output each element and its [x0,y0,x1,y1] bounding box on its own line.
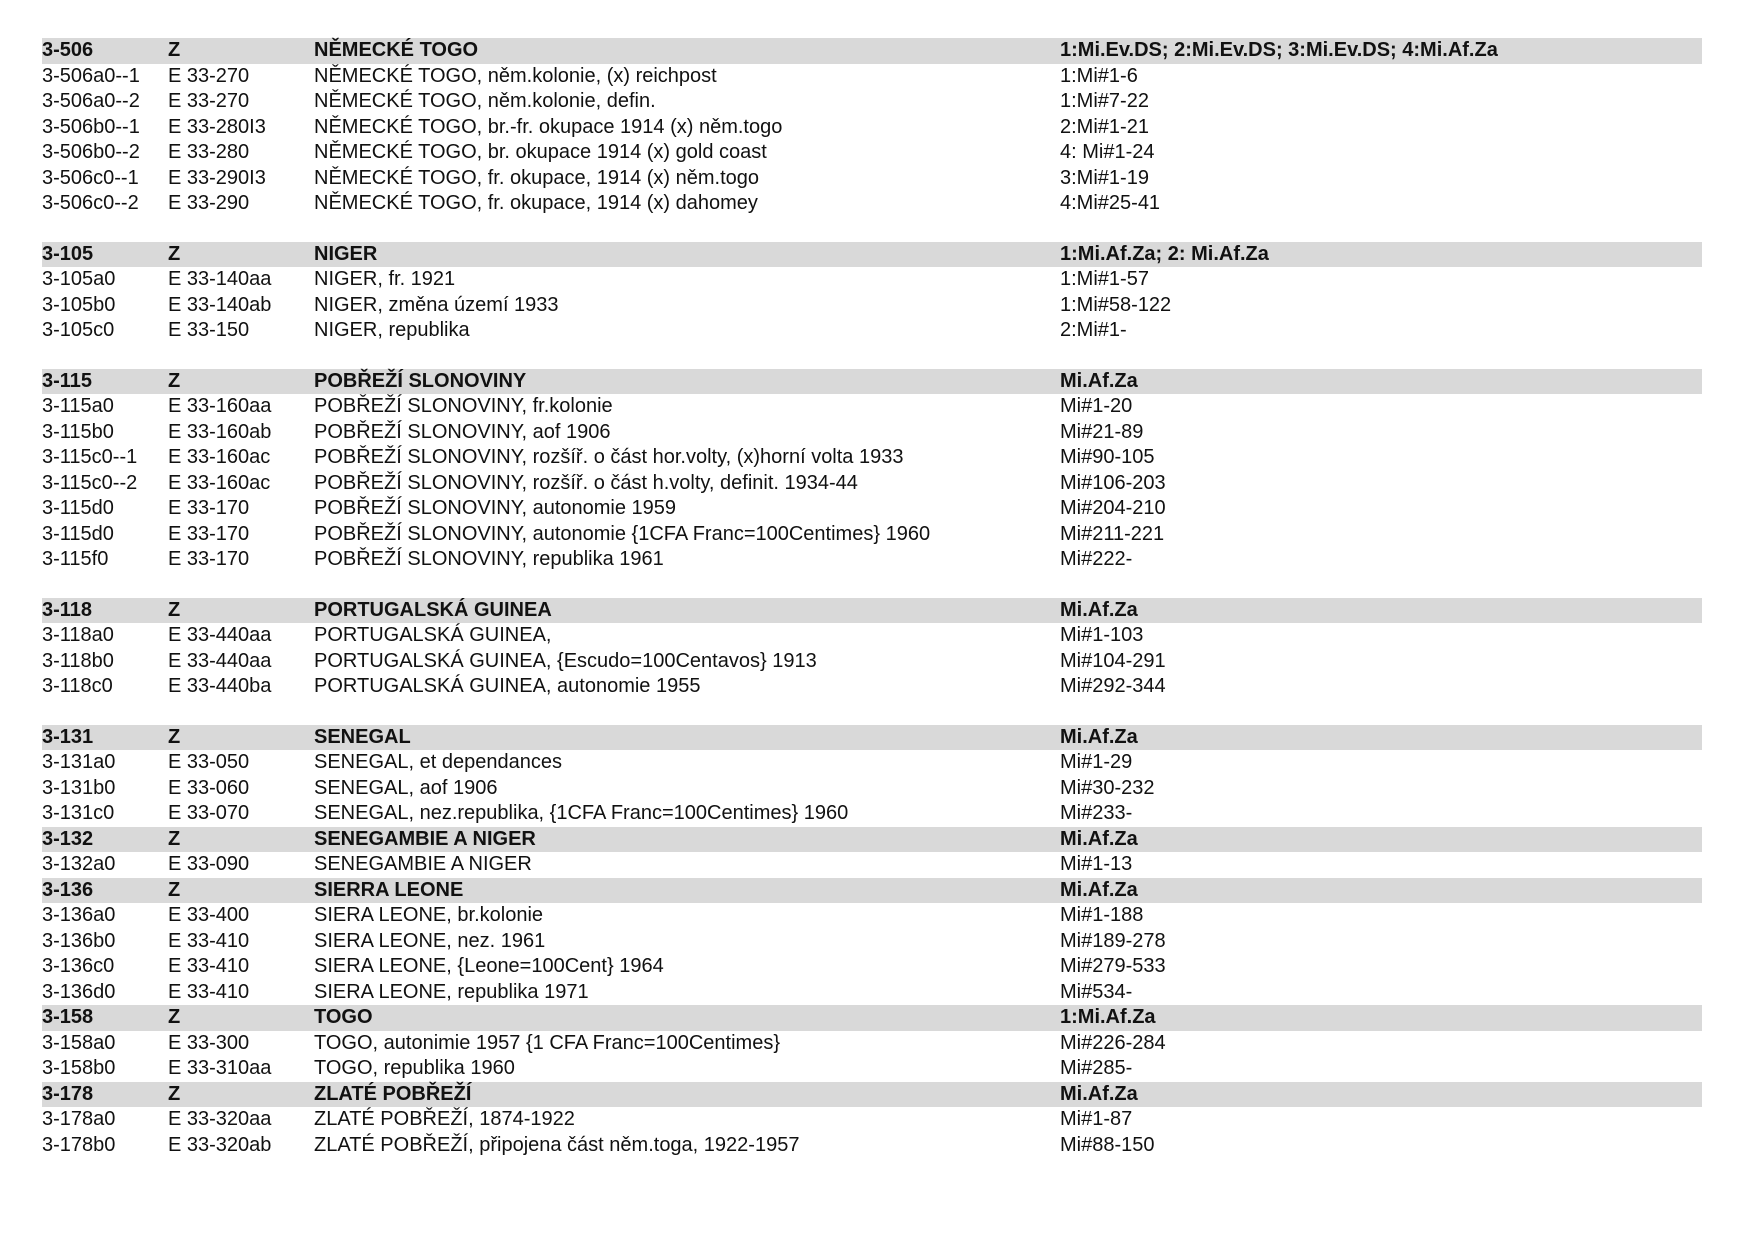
ref-cell: E 33-170 [168,497,250,519]
description-cell: SIERA LEONE, {Leone=100Cent} 1964 [314,955,664,977]
description-cell: POBŘEŽÍ SLONOVINY [314,369,527,392]
description-cell: POBŘEŽÍ SLONOVINY, fr.kolonie [314,395,613,417]
group-header-row [42,242,1702,268]
description-cell: SENEGAMBIE A NIGER [314,827,536,850]
table-row [42,954,1702,980]
group-spacer [42,217,1702,242]
table-row [42,903,1702,929]
catalog-cell: Mi.Af.Za [1060,827,1138,850]
catalog-sheet [42,38,1702,1158]
ref-cell: E 33-310aa [168,1057,272,1079]
catalog-cell: 1:Mi.Ev.DS; 2:Mi.Ev.DS; 3:Mi.Ev.DS; 4:Mi.Af.Za [1060,39,1498,61]
catalog-cell: 1:Mi.Af.Za [1060,1006,1156,1028]
code-cell: 3-132a0 [42,853,116,875]
code-cell: 3-105b0 [42,293,116,316]
description-cell: SENEGAL, nez.republika, {1CFA Franc=100Centimes} 1960 [314,802,849,824]
group-header-row [42,827,1702,853]
catalog-cell: Mi#204-210 [1060,497,1166,519]
table-row [42,420,1702,446]
ref-cell: E 33-280I3 [168,115,266,138]
ref-cell: E 33-090 [168,853,250,875]
description-cell: NIGER [314,242,378,265]
catalog-cell: Mi#1-29 [1060,751,1133,773]
description-cell: TOGO [314,1006,373,1028]
catalog-cell: Mi.Af.Za [1060,1082,1138,1105]
ref-cell: E 33-320ab [168,1133,272,1156]
catalog-cell: Mi#21-89 [1060,420,1144,443]
ref-cell: Z [168,39,181,61]
description-cell: NIGER, změna území 1933 [314,293,559,316]
description-cell: NĚMECKÉ TOGO, fr. okupace, 1914 (x) dahomey [314,192,758,214]
table-row [42,267,1702,293]
code-cell: 3-115a0 [42,395,114,417]
code-cell: 3-506a0--2 [42,90,140,112]
description-cell: ZLATÉ POBŘEŽÍ [314,1082,472,1105]
table-row [42,1133,1702,1159]
catalog-cell: Mi.Af.Za [1060,725,1138,748]
code-cell: 3-118b0 [42,649,114,672]
ref-cell: E 33-060 [168,776,250,799]
code-cell: 3-131c0 [42,802,115,824]
description-cell: NĚMECKÉ TOGO, br. okupace 1914 (x) gold coast [314,141,767,163]
ref-cell: E 33-410 [168,929,250,952]
table-row [42,852,1702,878]
group-spacer [42,700,1702,725]
code-cell: 3-158a0 [42,1031,116,1054]
code-cell: 3-115d0 [42,522,114,545]
ref-cell: E 33-170 [168,548,250,570]
ref-cell: E 33-290 [168,192,250,214]
description-cell: SENEGAL, et dependances [314,751,562,773]
ref-cell: E 33-140ab [168,293,272,316]
catalog-cell: Mi#90-105 [1060,446,1155,468]
description-cell: POBŘEŽÍ SLONOVINY, republika 1961 [314,548,664,570]
description-cell: SIERA LEONE, br.kolonie [314,904,544,926]
description-cell: NĚMECKÉ TOGO, něm.kolonie, defin. [314,90,656,112]
description-cell: PORTUGALSKÁ GUINEA, {Escudo=100Centavos} 1913 [314,649,817,672]
description-cell: NIGER, fr. 1921 [314,268,456,290]
catalog-cell: Mi.Af.Za [1060,369,1138,392]
table-row [42,674,1702,700]
table-row [42,394,1702,420]
ref-cell: Z [168,725,181,748]
catalog-cell: Mi#285- [1060,1057,1133,1079]
catalog-cell: 4:Mi#25-41 [1060,192,1161,214]
ref-cell: E 33-150 [168,319,250,341]
ref-cell: E 33-320aa [168,1108,272,1130]
ref-cell: E 33-170 [168,522,250,545]
ref-cell: Z [168,1006,181,1028]
description-cell: NĚMECKÉ TOGO, něm.kolonie, (x) reichpost [314,64,717,87]
ref-cell: E 33-160ab [168,420,272,443]
table-row [42,547,1702,573]
table-row [42,115,1702,141]
code-cell: 3-118 [42,598,93,621]
ref-cell: E 33-270 [168,64,250,87]
code-cell: 3-178a0 [42,1108,116,1130]
table-row [42,166,1702,192]
code-cell: 3-105c0 [42,319,115,341]
code-cell: 3-118a0 [42,624,114,646]
description-cell: POBŘEŽÍ SLONOVINY, rozšíř. o část h.volty, definit. 1934-44 [314,471,858,494]
table-row [42,980,1702,1006]
code-cell: 3-115b0 [42,420,114,443]
catalog-cell: 1:Mi#58-122 [1060,293,1172,316]
description-cell: POBŘEŽÍ SLONOVINY, autonomie {1CFA Franc=100Centimes} 1960 [314,522,931,545]
table-row [42,623,1702,649]
code-cell: 3-132 [42,827,94,850]
ref-cell: Z [168,369,181,392]
code-cell: 3-178 [42,1082,94,1105]
code-cell: 3-115f0 [42,548,109,570]
description-cell: ZLATÉ POBŘEŽÍ, připojena část něm.toga, 1922-1957 [314,1133,800,1156]
table-row [42,471,1702,497]
catalog-cell: Mi#1-13 [1060,853,1133,875]
ref-cell: E 33-290I3 [168,166,266,189]
ref-cell: E 33-160ac [168,471,271,494]
table-row [42,1107,1702,1133]
table-row [42,140,1702,166]
description-cell: NĚMECKÉ TOGO [314,39,479,61]
description-cell: POBŘEŽÍ SLONOVINY, aof 1906 [314,420,611,443]
description-cell: NĚMECKÉ TOGO, br.-fr. okupace 1914 (x) něm.togo [314,115,783,138]
description-cell: POBŘEŽÍ SLONOVINY, autonomie 1959 [314,497,677,519]
ref-cell: E 33-400 [168,904,250,926]
ref-cell: E 33-070 [168,802,250,824]
ref-cell: Z [168,598,181,621]
ref-cell: Z [168,242,181,265]
group-header-row [42,598,1702,624]
description-cell: PORTUGALSKÁ GUINEA, autonomie 1955 [314,675,701,697]
catalog-cell: Mi#211-221 [1060,522,1165,545]
code-cell: 3-158 [42,1006,94,1028]
catalog-cell: Mi#189-278 [1060,929,1166,952]
table-row [42,750,1702,776]
catalog-cell: Mi#226-284 [1060,1031,1166,1054]
ref-cell: E 33-280 [168,141,250,163]
catalog-cell: Mi#104-291 [1060,649,1166,672]
ref-cell: E 33-440aa [168,624,272,646]
group-spacer [42,344,1702,369]
code-cell: 3-506a0--1 [42,64,140,87]
catalog-cell: Mi#534- [1060,980,1133,1003]
description-cell: NIGER, republika [314,319,470,341]
ref-cell: E 33-050 [168,751,250,773]
code-cell: 3-136a0 [42,904,116,926]
catalog-cell: Mi#292-344 [1060,675,1166,697]
catalog-cell: 1:Mi#1-57 [1060,268,1149,290]
code-cell: 3-506 [42,39,94,61]
catalog-cell: 3:Mi#1-19 [1060,166,1149,189]
ref-cell: E 33-440aa [168,649,272,672]
catalog-cell: Mi#1-20 [1060,395,1133,417]
code-cell: 3-131 [42,725,94,748]
group-header-row [42,1082,1702,1108]
catalog-cell: 1:Mi.Af.Za; 2: Mi.Af.Za [1060,242,1269,265]
catalog-cell: Mi#30-232 [1060,776,1155,799]
group-header-row [42,1005,1702,1031]
code-cell: 3-131a0 [42,751,116,773]
catalog-cell: Mi#279-533 [1060,955,1166,977]
code-cell: 3-115 [42,369,93,392]
code-cell: 3-506b0--1 [42,115,140,138]
description-cell: SIERA LEONE, republika 1971 [314,980,589,1003]
code-cell: 3-136d0 [42,980,116,1003]
table-row [42,929,1702,955]
group-header-row [42,725,1702,751]
code-cell: 3-115c0--2 [42,471,138,494]
catalog-cell: 2:Mi#1- [1060,319,1127,341]
table-row [42,801,1702,827]
group-header-row [42,369,1702,395]
catalog-cell: Mi#1-103 [1060,624,1144,646]
catalog-cell: Mi#88-150 [1060,1133,1155,1156]
catalog-cell: 1:Mi#7-22 [1060,90,1149,112]
code-cell: 3-158b0 [42,1057,116,1079]
ref-cell: E 33-160ac [168,446,271,468]
description-cell: SIERRA LEONE [314,878,464,901]
catalog-cell: Mi#233- [1060,802,1133,824]
catalog-cell: 2:Mi#1-21 [1060,115,1149,138]
ref-cell: E 33-410 [168,955,250,977]
ref-cell: E 33-410 [168,980,250,1003]
description-cell: SENEGAL, aof 1906 [314,776,498,799]
code-cell: 3-178b0 [42,1133,116,1156]
ref-cell: E 33-160aa [168,395,272,417]
table-row [42,191,1702,217]
table-row [42,522,1702,548]
description-cell: ZLATÉ POBŘEŽÍ, 1874-1922 [314,1108,575,1130]
description-cell: TOGO, republika 1960 [314,1057,515,1079]
table-row [42,64,1702,90]
code-cell: 3-136 [42,878,94,901]
code-cell: 3-506c0--1 [42,166,139,189]
ref-cell: E 33-270 [168,90,250,112]
code-cell: 3-115d0 [42,497,114,519]
code-cell: 3-136c0 [42,955,115,977]
table-row [42,318,1702,344]
description-cell: POBŘEŽÍ SLONOVINY, rozšíř. o část hor.volty, (x)horní volta 1933 [314,446,904,468]
group-spacer [42,573,1702,598]
code-cell: 3-105a0 [42,268,116,290]
code-cell: 3-105 [42,242,94,265]
ref-cell: Z [168,827,181,850]
description-cell: SIERA LEONE, nez. 1961 [314,929,546,952]
ref-cell: E 33-440ba [168,675,272,697]
catalog-cell: Mi#222- [1060,548,1133,570]
table-row [42,649,1702,675]
code-cell: 3-506b0--2 [42,141,140,163]
description-cell: PORTUGALSKÁ GUINEA, [314,624,552,646]
table-row [42,293,1702,319]
ref-cell: Z [168,878,181,901]
table-row [42,445,1702,471]
code-cell: 3-131b0 [42,776,116,799]
table-row [42,496,1702,522]
code-cell: 3-118c0 [42,675,113,697]
description-cell: SENEGAMBIE A NIGER [314,853,532,875]
catalog-cell: Mi#106-203 [1060,471,1166,494]
code-cell: 3-136b0 [42,929,116,952]
catalog-cell: Mi#1-188 [1060,904,1144,926]
group-header-row [42,878,1702,904]
ref-cell: E 33-140aa [168,268,272,290]
code-cell: 3-115c0--1 [42,446,138,468]
ref-cell: E 33-300 [168,1031,250,1054]
code-cell: 3-506c0--2 [42,192,139,214]
description-cell: NĚMECKÉ TOGO, fr. okupace, 1914 (x) něm.togo [314,166,760,189]
catalog-cell: 1:Mi#1-6 [1060,64,1138,87]
table-row [42,1031,1702,1057]
ref-cell: Z [168,1082,181,1105]
description-cell: PORTUGALSKÁ GUINEA [314,598,552,621]
catalog-cell: Mi.Af.Za [1060,878,1138,901]
table-row [42,89,1702,115]
group-header-row [42,38,1702,64]
description-cell: TOGO, autonimie 1957 {1 CFA Franc=100Centimes} [314,1031,780,1054]
table-row [42,776,1702,802]
description-cell: SENEGAL [314,725,411,748]
table-row [42,1056,1702,1082]
catalog-cell: 4: Mi#1-24 [1060,141,1155,163]
catalog-cell: Mi.Af.Za [1060,598,1138,621]
catalog-cell: Mi#1-87 [1060,1108,1133,1130]
